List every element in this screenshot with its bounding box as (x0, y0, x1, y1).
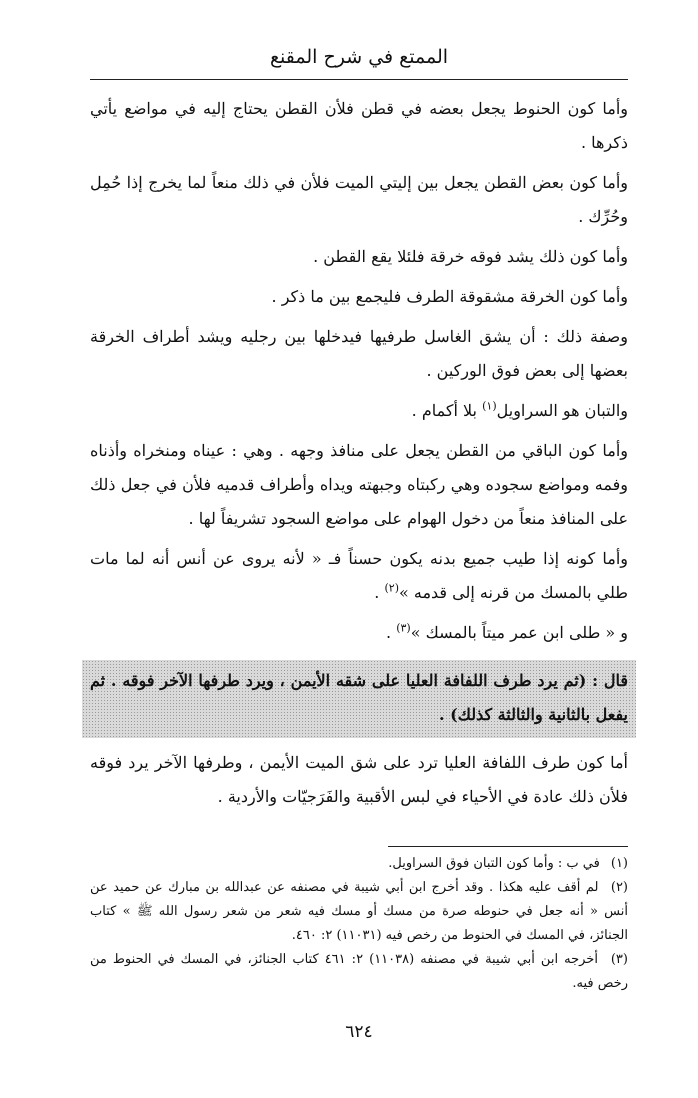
footnote-1-text: في ب : وأما كون التبان فوق السراويل. (388, 856, 600, 871)
paragraph-4: وأما كون الخرقة مشقوقة الطرف فليجمع بين ما ذكر . (271, 287, 628, 306)
footnote-ref-2[interactable]: (٢) (384, 581, 399, 595)
paragraph-1: وأما كون الحنوط يجعل بعضه في قطن فلأن القطن يحتاج إليه في مواضع يأتي ذكرها . (90, 99, 628, 152)
footnote-rule (388, 846, 628, 847)
paragraph-7: وأما كون الباقي من القطن يجعل على منافذ وجهه . وهي : عيناه ومنخراه وأذناه وفمه ومواضع سجوده وهي ركبتاه وجبهته ويداه وأطراف قدميه فلأن في جعل ذلك على المنافذ منعاً من دخول الهوام على مواضع السجود تشريفاً لها . (90, 441, 628, 528)
paragraph-8-text: وأما كونه إذا طيب جميع بدنه يكون حسناً فـ « لأنه يروى عن أنس أنه لما مات طلي بالمسك من قرنه إلى قدمه » (90, 549, 628, 602)
main-text (90, 92, 628, 820)
paragraph-10: أما كون طرف اللفافة العليا ترد على شق الميت الأيمن ، وطرفها الآخر يرد فوقه فلأن ذلك عادة في الأحياء في لبس الأقبية والفَرَجيّات والأردية . (90, 753, 628, 806)
paragraph-9 (90, 616, 628, 650)
footnote-2-number: (٢) (610, 880, 628, 895)
footnote-3-text: أخرجه ابن أبي شيبة في مصنفه (١١٠٣٨) ٢: ٤٦١ كتاب الجنائز، في المسك في الحنوط من رخص فيه. (90, 952, 628, 991)
quoted-matn: قال : (ثم يرد طرف اللفافة العليا على شقه الأيمن ، ويرد طرفها الآخر فوقه . ثم يفعل بالثانية والثالثة كذلك) . (82, 660, 636, 738)
footnote-2-text: لم أقف عليه هكذا . وقد أخرج ابن أبي شيبة في مصنفه عن عبدالله بن مبارك عن حميد عن أنس « أنه جعل في حنوطه صرة من مسك أو مسك فيه شعر من شعر رسول الله ﷺ » كتاب الجنائز، في المسك في الحنوط من رخص فيه (١١٠٣١) ٢: ٤٦٠. (90, 880, 628, 943)
page-number: ٦٢٤ (345, 1022, 373, 1042)
footnote-2 (90, 876, 628, 948)
paragraph-6 (90, 394, 628, 428)
paragraph-8 (90, 542, 628, 610)
paragraph-9-text: و « طلى ابن عمر ميتاً بالمسك » (410, 623, 628, 642)
footnote-1-number: (١) (610, 856, 628, 871)
footnote-ref-3[interactable]: (٣) (396, 621, 411, 635)
running-header: الممتع في شرح المقنع (269, 46, 449, 68)
header-rule (90, 79, 628, 80)
footnote-3-number: (٣) (610, 952, 628, 967)
paragraph-3: وأما كون ذلك يشد فوقه خرقة فلئلا يقع القطن . (313, 247, 628, 266)
footnote-1 (90, 852, 628, 876)
paragraph-6-tail: بلا أكمام . (411, 401, 478, 420)
footnote-ref-1[interactable]: (١) (482, 399, 497, 413)
footnotes (90, 852, 628, 996)
footnote-3 (90, 948, 628, 996)
paragraph-6-text: والتبان هو السراويل (496, 401, 628, 420)
paragraph-8-tail: . (374, 583, 380, 602)
paragraph-2: وأما كون بعض القطن يجعل بين إليتي الميت فلأن في ذلك منعاً لما يخرج إذا حُمِل وحُرِّك . (90, 173, 628, 226)
paragraph-5: وصفة ذلك : أن يشق الغاسل طرفيها فيدخلها بين رجليه ويشد أطراف الخرقة بعضها إلى بعض فوق الوركين . (90, 327, 628, 380)
paragraph-9-tail: . (386, 623, 392, 642)
